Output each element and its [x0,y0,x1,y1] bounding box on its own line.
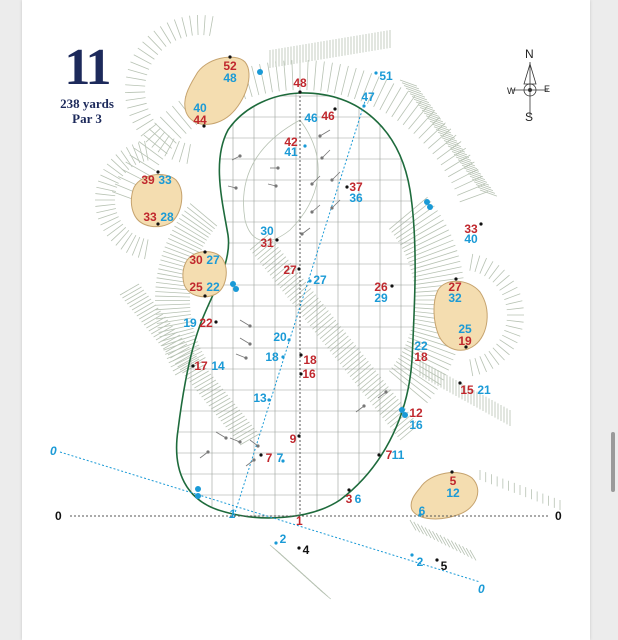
yardage-label: 48 [293,76,307,90]
yardage-label: 26 [374,280,388,294]
yardage-label: 30 [260,224,274,238]
yardage-label: 46 [321,109,335,123]
hole-par: Par 3 [72,111,102,126]
yardage-label: 27 [313,273,327,287]
yardage-label: 33 [158,173,172,187]
yardage-label: 25 [189,280,203,294]
yardage-label: 7 [265,451,273,465]
yardage-label: 33 [464,222,478,236]
yardage-label: 6 [418,504,426,518]
yardage-label: 5 [449,474,457,488]
yardage-label: 4 [302,543,310,557]
yardage-label: 42 [284,135,298,149]
red-tee-label: 1 [296,514,303,528]
yardage-label: 22 [199,316,213,330]
yardage-label: 21 [477,383,491,397]
yardage-label: 18 [303,353,317,367]
yardage-label: 31 [260,236,274,250]
yardage-label: 5 [440,559,448,573]
hole-yardage: 238 yards [60,96,114,111]
compass-east: E [544,84,551,94]
compass-west: W [507,86,516,96]
black-axis-left-label: 0 [55,509,62,523]
yardage-label: 29 [374,291,388,305]
yardage-label: 28 [160,210,174,224]
yardage-label: 52 [223,59,237,73]
yardage-label: 36 [349,191,363,205]
yardage-label: 11 [391,448,405,462]
yardage-label: 13 [253,391,267,405]
yardage-label: 16 [409,418,423,432]
yardage-label: 30 [189,253,203,267]
yardage-label: 27 [206,253,220,267]
yardage-label: 15 [460,383,474,397]
yardage-label: 14 [211,359,225,373]
yardage-label: 18 [414,350,428,364]
yardage-label: 44 [193,113,207,127]
yardage-label: 41 [284,145,298,159]
yardage-label: 9 [289,432,297,446]
yardage-label: 6 [354,492,362,506]
compass-north: N [525,47,534,61]
blue-axis-left-label: 0 [50,444,57,458]
yardage-label: 19 [183,316,197,330]
yardage-label: 2 [279,532,287,546]
yardage-label: 25 [458,322,472,336]
yardage-label: 48 [223,71,237,85]
yardage-label: 40 [193,101,207,115]
yardage-label: 27 [448,280,462,294]
yardage-label: 22 [206,280,220,294]
yardage-label: 22 [414,339,428,353]
black-axis-right-label: 0 [555,509,562,523]
slope-hatching [95,15,560,599]
yardage-label: 46 [304,111,318,125]
yardage-label: 39 [141,173,155,187]
yardage-label: 7 [385,448,393,462]
bunkers [131,57,487,519]
hole-number: 11 [64,39,110,96]
compass-south: S [525,110,534,124]
yardage-label: 32 [448,291,462,305]
yardage-label: 27 [283,263,297,277]
yardage-label: 12 [446,486,460,500]
compass-rose [507,47,550,124]
yardage-label: 3 [345,492,353,506]
yardage-label: 47 [361,90,375,104]
yardage-label: 18 [265,350,279,364]
yardage-label: 40 [464,232,478,246]
yardage-label: 16 [302,367,316,381]
yardage-label: 7 [276,451,284,465]
yardage-label: 33 [143,210,157,224]
yardage-label: 51 [379,69,393,83]
yardage-label: 37 [349,180,363,194]
blue-axis-right-label: 0 [478,582,485,596]
yardage-label: 20 [273,330,287,344]
blue-tee-label: 1 [229,507,236,521]
yardage-label: 2 [416,555,424,569]
yardage-label: 12 [409,406,423,420]
yardage-label: 17 [194,359,208,373]
yardage-label: 19 [458,334,472,348]
